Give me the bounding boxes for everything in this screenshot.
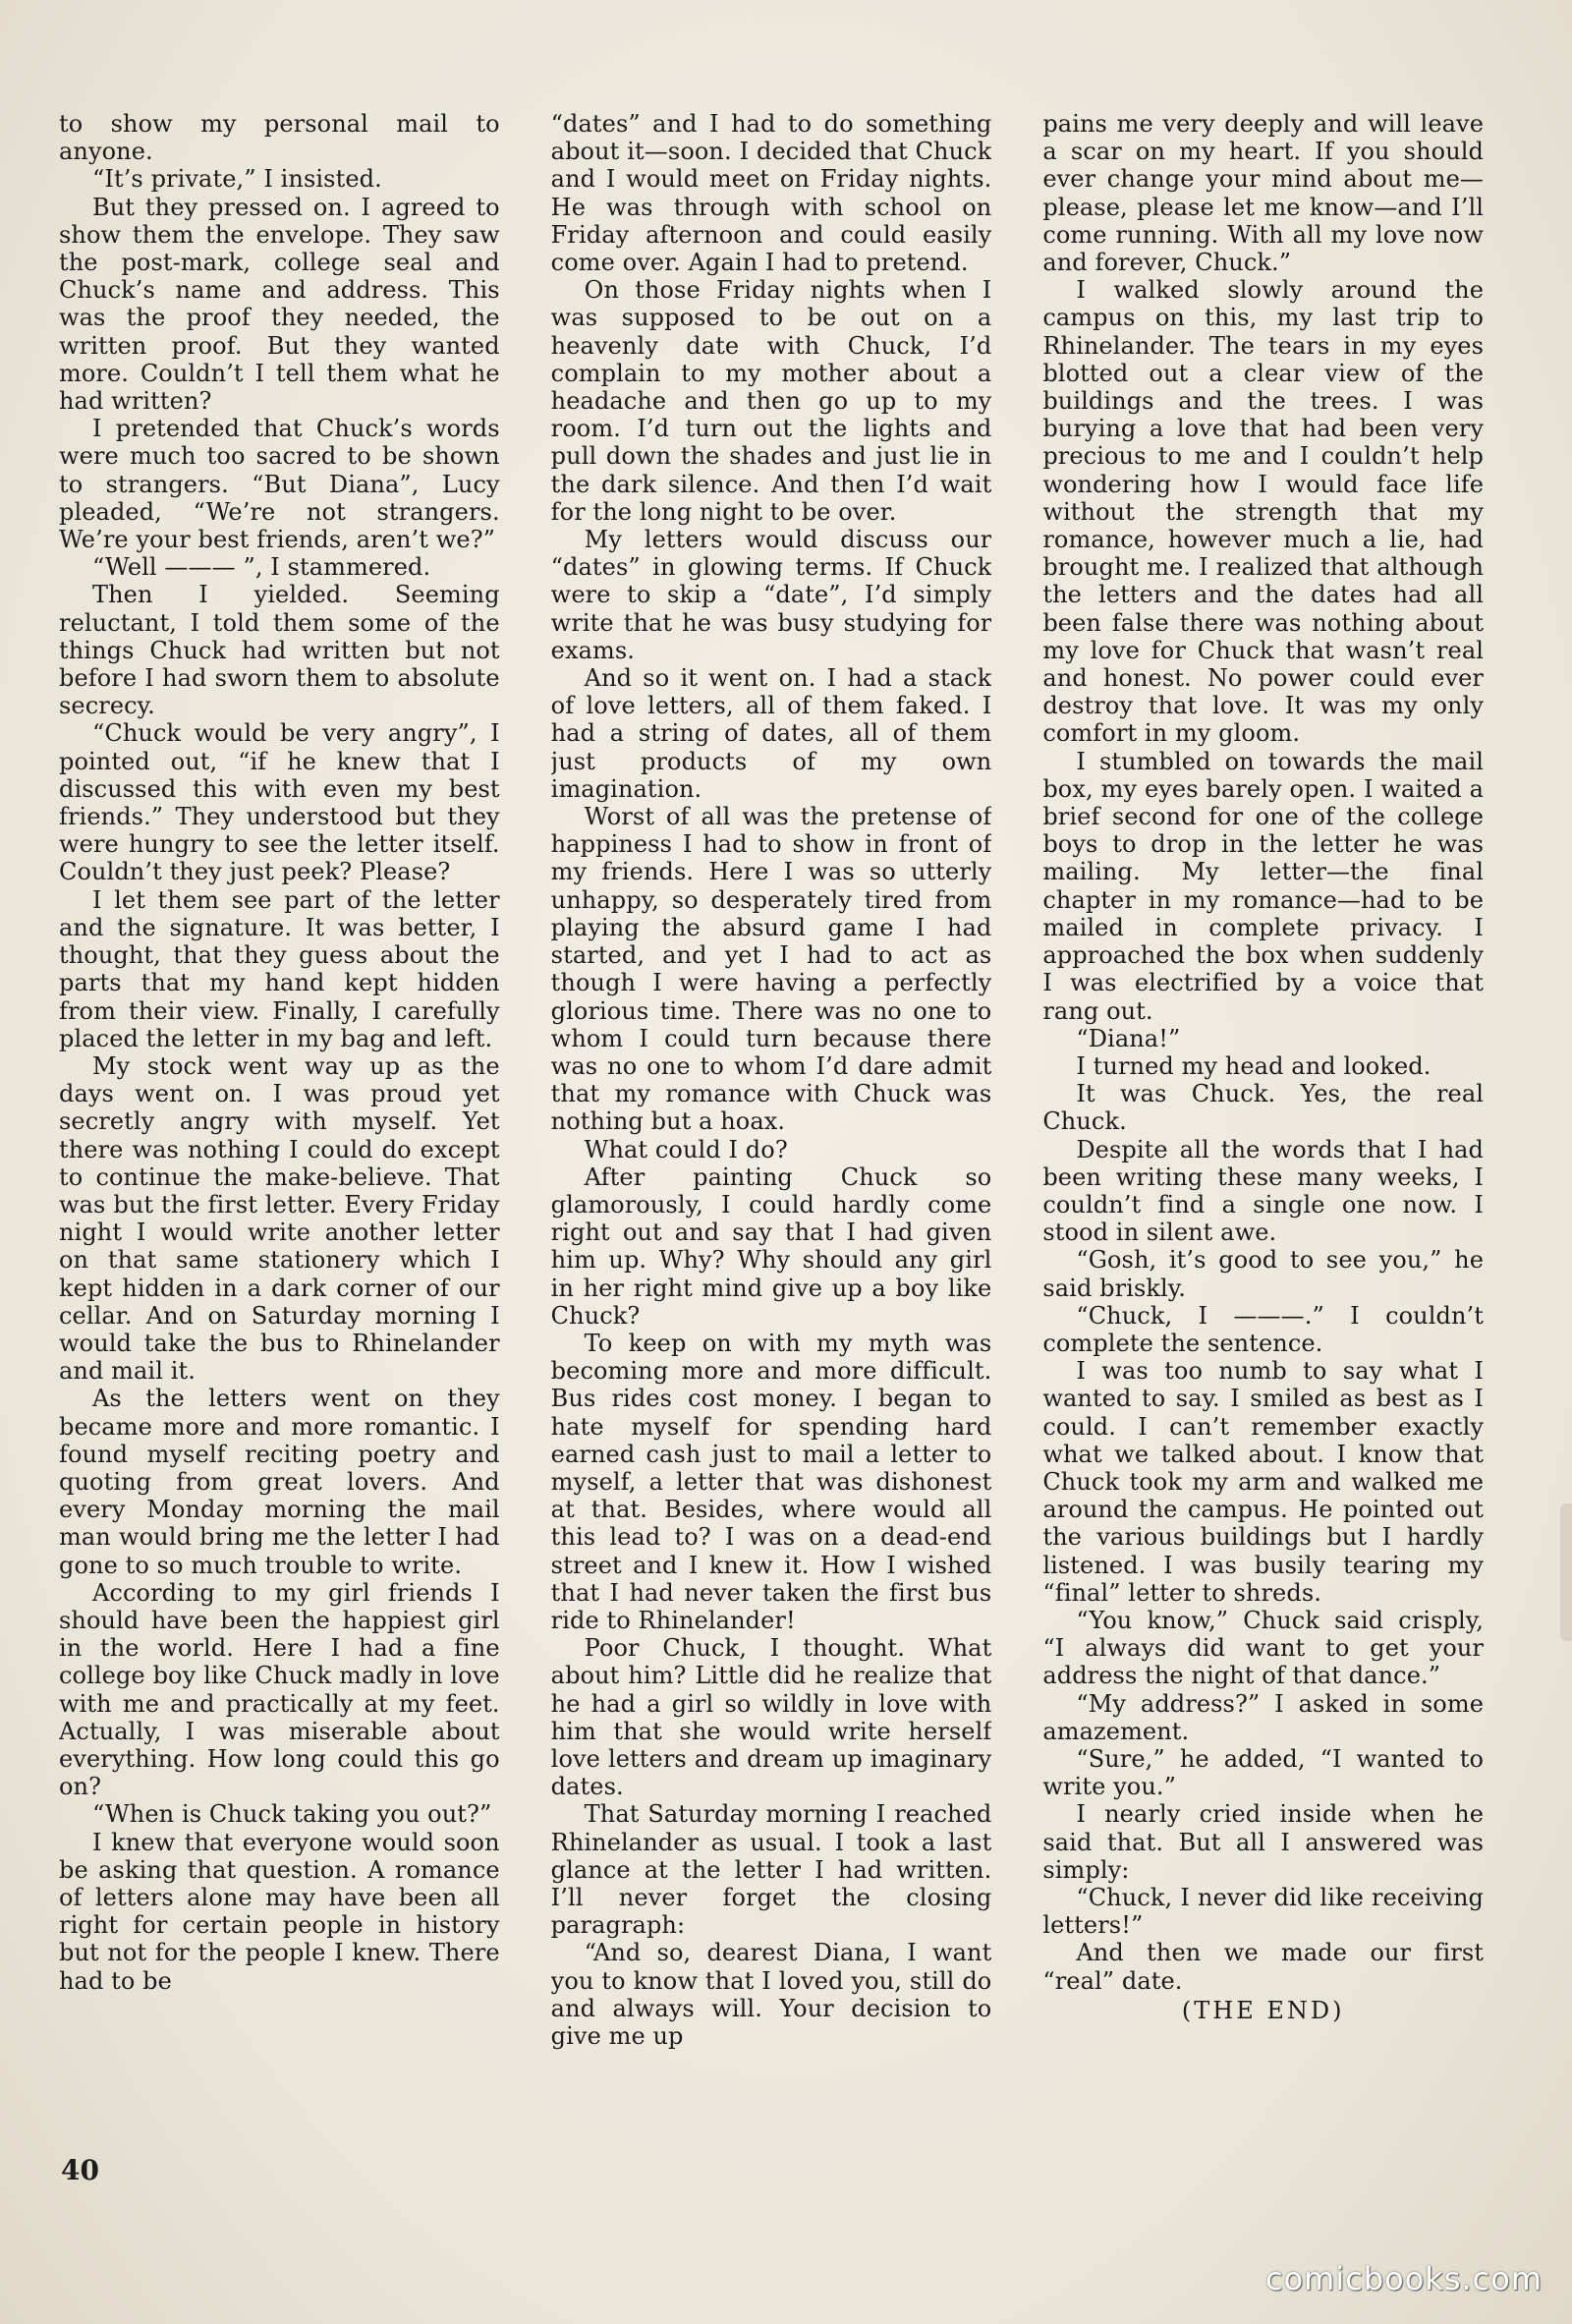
paragraph: That Saturday morning I reached Rhinelander as usual. I took a last glance at the letter I had written. I’ll never forget the closing paragraph: [550,1800,992,1940]
paragraph: I pretended that Chuck’s words were much too sacred to be shown to strangers. “But Diana”, Lucy pleaded, “We’re not strangers. We’re your best friends, aren’t we?” [59,415,500,554]
paragraph: “Chuck, I never did like receiving letters!” [1042,1884,1485,1940]
paragraph: But they pressed on. I agreed to show them the envelope. They saw the post-mark, college seal and Chuck’s name and address. This was the proof they needed, the written proof. But they wanted more. Couldn’t I tell them what he had written? [59,193,500,416]
paragraph: to show my personal mail to anyone. [59,110,500,166]
paragraph: I turned my head and looked. [1076,1051,1432,1080]
paragraph: I was too numb to say what I wanted to say. I smiled as best as I could. I can’t remember exactly what we talked about. I know that Chuck took my arm and walked me around the campus. He pointed out the various buildings but I hardly listened. I was busily tearing my “final” letter to shreds. [1042,1357,1485,1607]
paragraph: After painting Chuck so glamorously, I could hardly come right out and say that I had given him up. Why? Why should any girl in her right mind give up a boy like Chuck? [550,1162,992,1330]
paragraph: I stumbled on towards the mail box, my eyes barely open. I waited a brief second for one of the college boys to drop in the letter he was mailing. My letter—the final chapter in my romance—had to be mailed in complete privacy. I approached the box when suddenly I was electrified by a voice that rang out. [1042,747,1485,1025]
paragraph: My stock went way up as the days went on. I was proud yet secretly angry with myself. Yet there was nothing I could do except to continue the make-believe. That was but the first letter. Every Friday night I would write another letter on that same stationery which I kept hidden in a dark corner of our cellar. And on Saturday morning I would take the bus to Rhinelander and mail it. [59,1051,500,1386]
paragraph: “It’s private,” I insisted. [92,165,382,194]
paragraph: I let them see part of the letter and the signature. It was better, I thought, that they guess about the parts that my hand kept hidden from their view. Finally, I carefully placed the letter in my bag and left. [59,885,500,1052]
paragraph: “Chuck, I ———.” I couldn’t complete the sentence. [1042,1301,1485,1357]
page-edge-tab [1560,1503,1572,1641]
paragraph: “Sure,” he added, “I wanted to write you.” [1042,1744,1485,1801]
paragraph: As the letters went on they became more and more romantic. I found myself reciting poetry and quoting from great lovers. And every Monday morning the mail man would bring me the letter I had gone to so much trouble to write. [59,1385,500,1579]
paragraph: And so it went on. I had a stack of love letters, all of them faked. I had a string of dates, all of them just products of my own imagination. [550,664,992,803]
paragraph: What could I do? [584,1135,788,1163]
paragraph: It was Chuck. Yes, the real Chuck. [1042,1080,1485,1136]
paragraph: “And so, dearest Diana, I want you to know that I loved you, still do and always will. Your decision to give me up [550,1939,992,2051]
site-watermark: comicbooks.com [1264,2260,1543,2297]
paragraph: I walked slowly around the campus on this, my last trip to Rhinelander. The tears in my eyes blotted out a clear view of the buildings and the trees. I was burying a love that had been very precious to me and I couldn’t help wondering how I would face life without the strength that my romance, however much a lie, had brought me. I realized that although the letters and the dates had all been false there was nothing about my love for Chuck that wasn’t real and honest. No power could ever destroy that love. It was my only comfort in my gloom. [1042,276,1485,748]
paragraph: “My address?” I asked in some amazement. [1042,1689,1485,1745]
paragraph: Worst of all was the pretense of happiness I had to show in front of my friends. Here I was so utterly unhappy, so desperately tired from playing the absurd game I had started, and yet I had to act as though I were having a perfectly glorious time. There was no one to whom I could turn because there was no one to whom I’d dare admit that my romance with Chuck was nothing but a hoax. [550,803,992,1136]
paragraph: “Well ——— ”, I stammered. [92,553,431,582]
paragraph: I nearly cried inside when he said that. But all I answered was simply: [1042,1800,1485,1884]
paragraph: Poor Chuck, I thought. What about him? Little did he realize that he had a girl so wildly in love with him that she would write herself love letters and dream up imaginary dates. [550,1634,992,1801]
paragraph: “Gosh, it’s good to see you,” he said briskly. [1042,1246,1485,1302]
paragraph: Despite all the words that I had been writing these many weeks, I couldn’t find a single one now. I stood in silent awe. [1042,1135,1485,1247]
paragraph: “Diana!” [1076,1024,1181,1052]
paragraph: To keep on with my myth was becoming more and more difficult. Bus rides cost money. I began to hate myself for spending hard earned cash just to mail a letter to myself, a letter that was dishonest at that. Besides, where would all this lead to? I was on a dead-end street and I knew it. How I wished that I had never taken the first bus ride to Rhinelander! [550,1329,992,1634]
paragraph: “Chuck would be very angry”, I pointed out, “if he knew that I discussed this with even my best friends.” They understood but they were hungry to see the letter itself. Couldn’t they just peek? Please? [59,719,500,886]
paragraph: My letters would discuss our “dates” in glowing terms. If Chuck were to skip a “date”, I’d simply write that he was busy studying for exams. [550,526,992,664]
column-2 [551,110,992,2129]
paragraph: (THE END) [1181,1996,1345,2024]
paragraph: “You know,” Chuck said crisply, “I always did want to get your address the night of that dance.” [1042,1606,1485,1690]
paragraph: I knew that everyone would soon be asking that question. A romance of letters alone may have been all right for certain people in history but not for the people I knew. There had to be [59,1828,500,1995]
paragraph: pains me very deeply and will leave a scar on my heart. If you should ever change your mind about me—please, please let me know—and I’ll come running. With all my love now and forever, Chuck.” [1042,110,1485,277]
paragraph: Then I yielded. Seeming reluctant, I told them some of the things Chuck had written but not before I had sworn them to absolute secrecy. [59,581,500,720]
paragraph: “dates” and I had to do something about it—soon. I decided that Chuck and I would meet on Friday nights. He was through with school on Friday afternoon and could easily come over. Again I had to pretend. [550,110,992,277]
text-columns [59,110,1484,2129]
paragraph: On those Friday nights when I was supposed to be out on a heavenly date with Chuck, I’d complain to my mother about a headache and then go up to my room. I’d turn out the lights and pull down the shades and just lie in the dark silence. And then I’d wait for the long night to be over. [550,276,992,526]
paragraph: According to my girl friends I should have been the happiest girl in the world. Here I had a fine college boy like Chuck madly in love with me and practically at my feet. Actually, I was miserable about everything. How long could this go on? [59,1578,500,1801]
column-1 [59,110,500,2129]
paragraph: And then we made our first “real” date. [1042,1939,1485,1995]
page-number: 40 [61,2154,99,2186]
column-3 [1042,110,1484,2129]
paragraph: “When is Chuck taking you out?” [92,1800,492,1829]
